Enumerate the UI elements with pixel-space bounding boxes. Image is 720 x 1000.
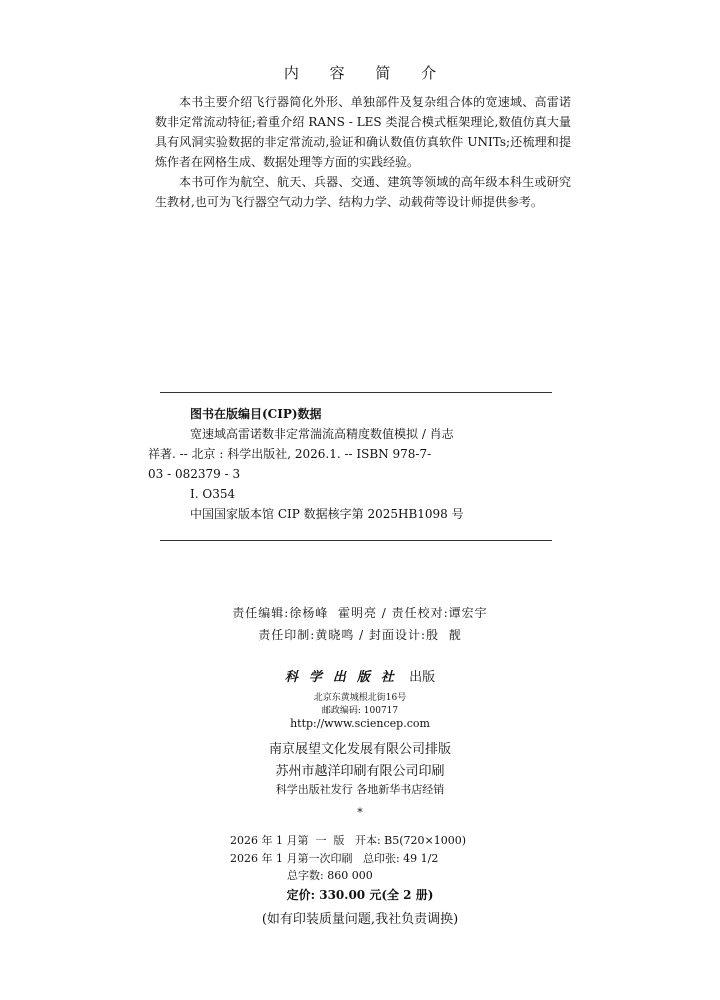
distribution: 科学出版社发行 各地新华书店经销 (275, 783, 445, 796)
cip-line-4: Ⅰ. O354 (190, 487, 236, 501)
edition-line: 2026 年 1 月第 一 版 开本: B5(720×1000) (230, 834, 467, 847)
printer: 苏州市越洋印刷有限公司印刷 (275, 764, 445, 779)
cip-line-3: 03 - 082379 - 3 (148, 467, 241, 481)
publisher-logo-text: 科学出版社 (284, 670, 405, 685)
printing-line: 2026 年 1 月第一次印刷 总印张: 49 1/2 (230, 852, 439, 865)
wordcount-line: 总字数: 860 000 (287, 869, 373, 882)
cip-bottom-rule (160, 540, 552, 541)
typesetter: 南京展望文化发展有限公司排版 (268, 742, 451, 757)
summary-paragraph-2: 本书可作为航空、航天、兵器、交通、建筑等领域的高年级本科生或研究生教材,也可为飞行器空气动力学、结构力学、动载荷等设计师提供参考。 (155, 175, 571, 209)
publisher-postcode: 邮政编码: 100717 (321, 706, 399, 716)
cip-line-5: 中国国家版本馆 CIP 数据核字第 2025HB1098 号 (190, 507, 464, 521)
cip-title-text: 宽速域高雷诺数非定常湍流高精度数值模拟 / 肖志 (190, 427, 454, 441)
price: 定价: 330.00 元(全 2 册) (286, 888, 434, 902)
summary-text (155, 92, 571, 212)
quality-notice: (如有印装质量问题,我社负责调换) (261, 912, 459, 927)
publisher-address: 北京东黄城根北街16号 (313, 693, 407, 703)
cip-heading: 图书在版编目(CIP)数据 (190, 407, 322, 421)
publisher-suffix: 出版 (409, 670, 436, 685)
publisher-url: http://www.sciencep.com (290, 717, 430, 730)
credits-line-2: 责任印制:黄晓鸣 / 封面设计:殷 靓 (258, 628, 462, 642)
credits-line-1: 责任编辑:徐杨峰 霍明亮 / 责任校对:谭宏宇 (232, 606, 488, 620)
cip-line-2: 祥著. -- 北京 : 科学出版社, 2026.1. -- ISBN 978-7- (148, 447, 432, 461)
cip-top-rule (160, 392, 552, 393)
separator-star: * (357, 806, 363, 819)
summary-paragraph-1: 本书主要介绍飞行器简化外形、单独部件及复杂组合体的宽速域、高雷诺数非定常流动特征;着重介绍 RANS - LES 类混合模式框架理论,数值仿真大量具有风洞实验数据的非定常流动,验证和确认数值仿真软件 UNITs;还梳理和提炼作者在网格生成、数据处理等方面的实践经验。 (155, 95, 571, 169)
cip-line-1 (190, 424, 520, 444)
summary-title: 内 容 简 介 (283, 64, 450, 82)
cip-block (148, 404, 520, 524)
publisher-line (0, 666, 720, 685)
